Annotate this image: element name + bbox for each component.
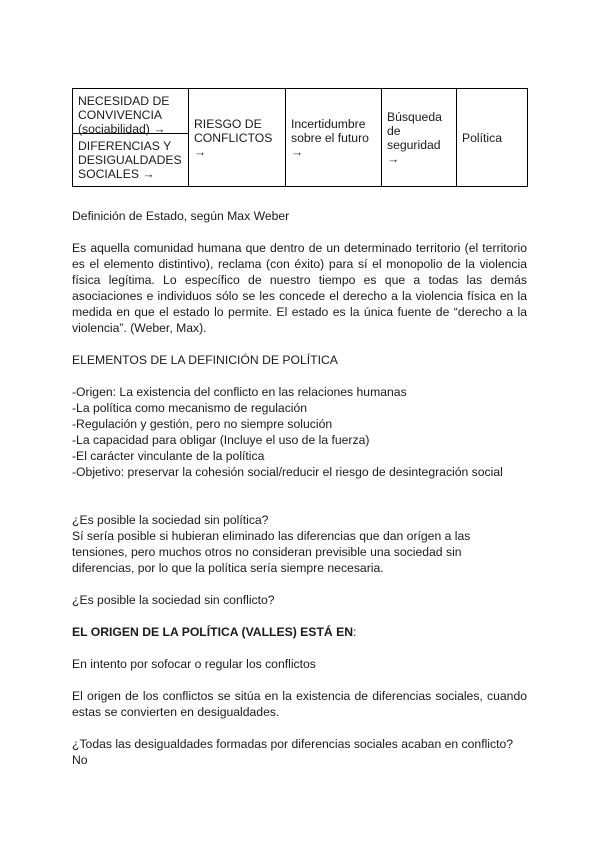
cell-politica: Política (457, 89, 528, 187)
origin-line-1: En intento por sofocar o regular los conflictos (72, 657, 316, 671)
list-item: -Origen: La existencia del conflicto en las relaciones humanas (72, 385, 407, 399)
list-item: -Objetivo: preservar la cohesión social/reducir el riesgo de desintegración social (72, 465, 503, 479)
cell-riesgo-conflictos: RIESGO DE CONFLICTOS → (189, 89, 286, 187)
document-page (72, 88, 527, 768)
list-item: -La política como mecanismo de regulación (72, 401, 308, 415)
origin-heading (72, 624, 527, 640)
cell-necesidad-convivencia: NECESIDAD DE CONVIVENCIA (sociabilidad) → (73, 89, 188, 134)
cell-busqueda-seguridad: Búsqueda de seguridad → (382, 89, 457, 187)
weber-heading: Definición de Estado, según Max Weber (72, 209, 290, 223)
answer-sociedad-sin-politica: Sí sería posible si hubieran eliminado las diferencias que dan orígen a las tensiones, pero muchos otros no consideran previsible una sociedad sin diferencias, por lo que la política sería siempre necesaria. (72, 529, 471, 575)
origin-line-2: El origen de los conflictos se sitúa en la existencia de diferencias sociales, cuando estas se convierten en desigualdades. (72, 689, 527, 719)
list-item: -El carácter vinculante de la política (72, 449, 265, 463)
origin-answer: No (72, 753, 88, 767)
cell-diferencias-desigualdades: DIFERENCIAS Y DESIGUALDADES SOCIALES → (78, 139, 182, 181)
origin-heading-bold: EL ORIGEN DE LA POLÍTICA (VALLES) ESTÁ EN (72, 625, 354, 639)
elements-heading: ELEMENTOS DE LA DEFINICIÓN DE POLÍTICA (72, 353, 338, 367)
origin-heading-colon: : (353, 625, 357, 639)
flow-table (72, 88, 528, 187)
list-item: -La capacidad para obligar (Incluye el uso de la fuerza) (72, 433, 370, 447)
question-sociedad-sin-conflicto: ¿Es posible la sociedad sin conflicto? (72, 593, 275, 607)
elements-list (72, 384, 527, 480)
origin-question: ¿Todas las desigualdades formadas por diferencias sociales acaban en conflicto? (72, 737, 514, 751)
weber-paragraph: Es aquella comunidad humana que dentro de un determinado territorio (el territorio es el elemento distintivo), reclama (con éxito) para sí el monopolio de la violencia física legítima. Lo específico de nuestro tiempo es que a todas las demás asociaciones e individuos sólo se les concede el derecho a la violencia física en la medida en que el estado lo permite. El estado es la única fuente de “derecho a la violencia”. (Weber, Max). (72, 241, 527, 335)
question-sociedad-sin-politica: ¿Es posible la sociedad sin política? (72, 513, 269, 527)
cell-incertidumbre: Incertidumbre sobre el futuro → (286, 89, 382, 187)
list-item: -Regulación y gestión, pero no siempre solución (72, 417, 333, 431)
flow-cell-needs (73, 89, 189, 187)
